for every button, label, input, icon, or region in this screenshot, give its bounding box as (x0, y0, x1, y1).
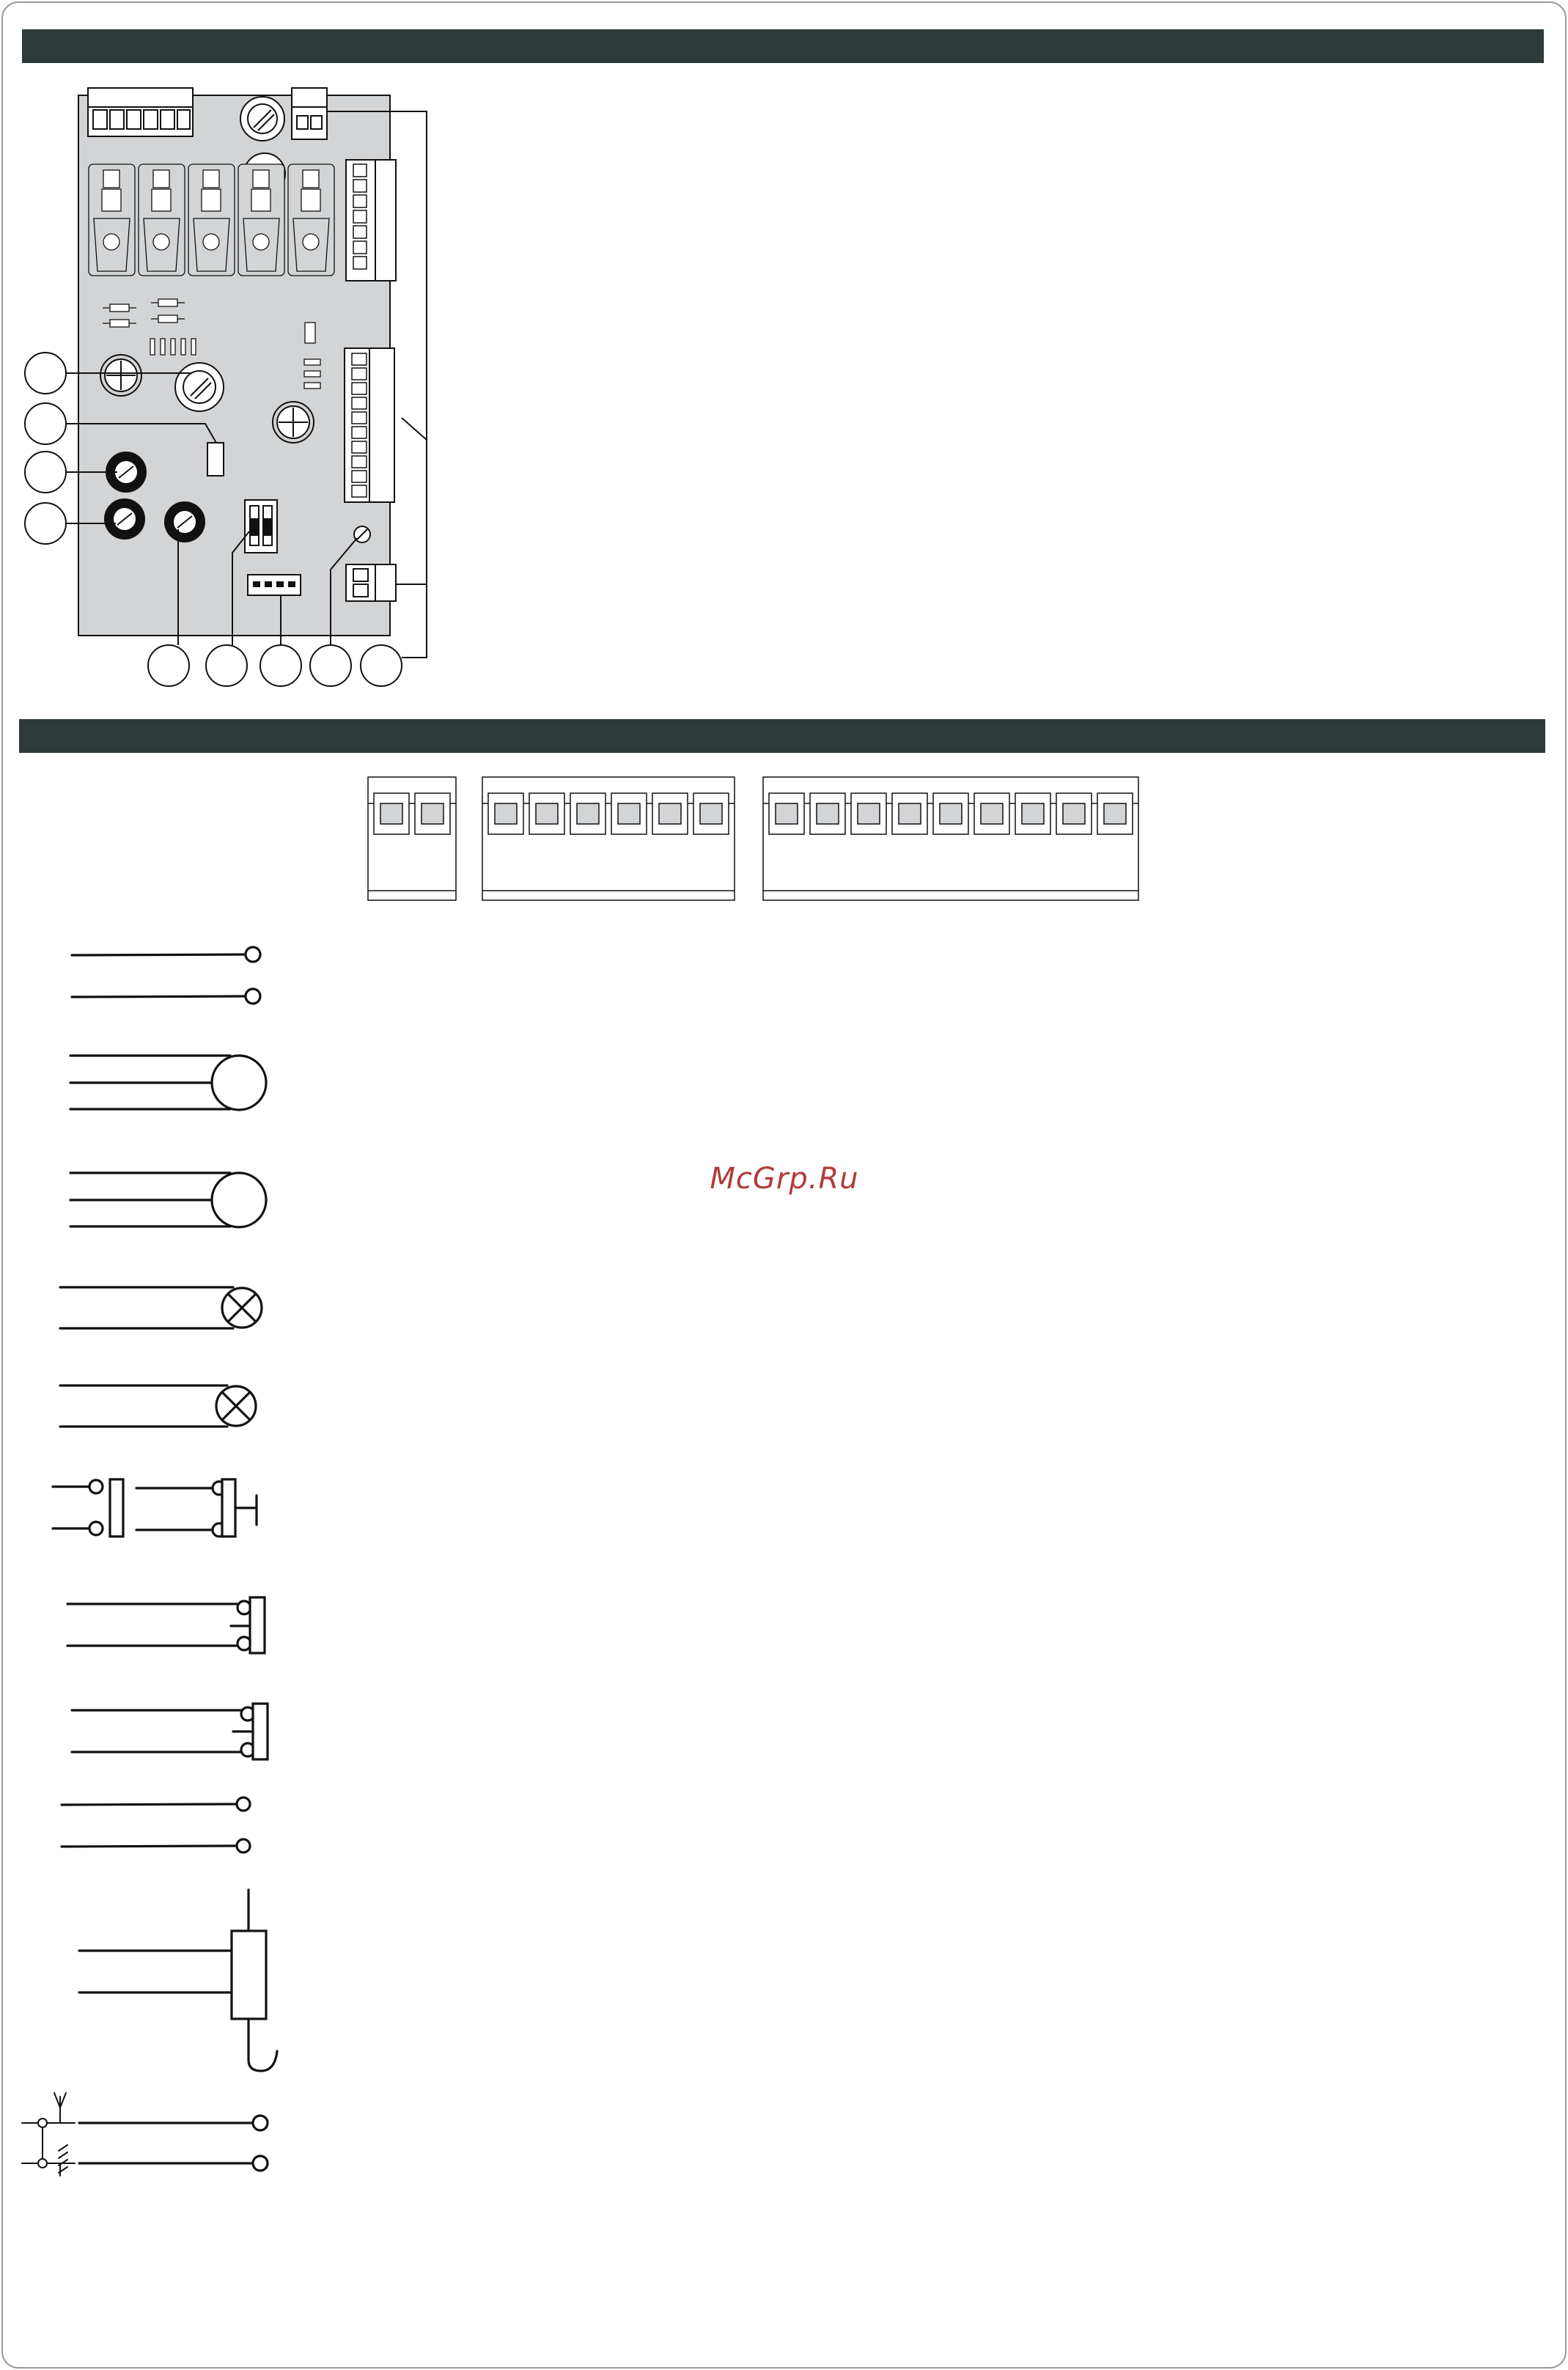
callout-circle (25, 503, 66, 544)
terminal-screw (1022, 803, 1044, 824)
terminal-screw (536, 803, 558, 824)
terminal-block-6pole (482, 777, 735, 900)
led (207, 443, 224, 476)
capacitor-left (100, 355, 141, 396)
callout-circle (25, 353, 66, 394)
dip-switch (245, 500, 277, 553)
top-connector-2pole (292, 88, 327, 139)
right-connector-2pole (346, 564, 396, 601)
callout-circle (361, 645, 402, 686)
fuse-top (240, 97, 284, 141)
terminal-screw (700, 803, 722, 824)
terminal-screw (577, 803, 599, 824)
relay-2 (139, 164, 185, 276)
terminal-screw (422, 803, 443, 824)
relay-5 (288, 164, 334, 276)
callout-circle (260, 645, 301, 686)
capacitor-right (273, 402, 314, 443)
callout-circle (25, 403, 66, 444)
relay-3 (188, 164, 235, 276)
terminal-screw (1104, 803, 1126, 824)
terminal-screw (380, 803, 402, 824)
callout-circle (206, 645, 247, 686)
fuse-middle (175, 363, 224, 411)
section-header-bar-middle (19, 719, 1545, 753)
relay-1 (89, 164, 135, 276)
callout-circle (25, 452, 66, 493)
pin-header (248, 575, 301, 595)
terminal-screw (817, 803, 839, 824)
control-board (78, 88, 396, 636)
terminal-screw (495, 803, 517, 824)
watermark: McGrp.Ru (710, 1162, 859, 1196)
terminal-screw (659, 803, 681, 824)
top-connector-5pole (88, 88, 193, 136)
trimmer-3 (165, 502, 205, 542)
relay-4 (238, 164, 284, 276)
callout-circle (148, 645, 189, 686)
terminal-screw (940, 803, 962, 824)
terminal-block-9pole (763, 777, 1138, 900)
section-header-bar-top (22, 29, 1544, 63)
terminal-screw (776, 803, 798, 824)
right-connector-10pole (345, 348, 394, 502)
terminal-screw (1063, 803, 1085, 824)
terminal-screw (618, 803, 640, 824)
terminal-screw (858, 803, 880, 824)
terminal-block-2pole (368, 777, 456, 900)
callout-circle (310, 645, 351, 686)
screw (354, 526, 370, 542)
terminal-screw (899, 803, 921, 824)
terminal-screw (981, 803, 1003, 824)
trimmer-2 (105, 499, 144, 539)
right-connector-7pole (346, 160, 396, 281)
relay-row (89, 164, 334, 276)
